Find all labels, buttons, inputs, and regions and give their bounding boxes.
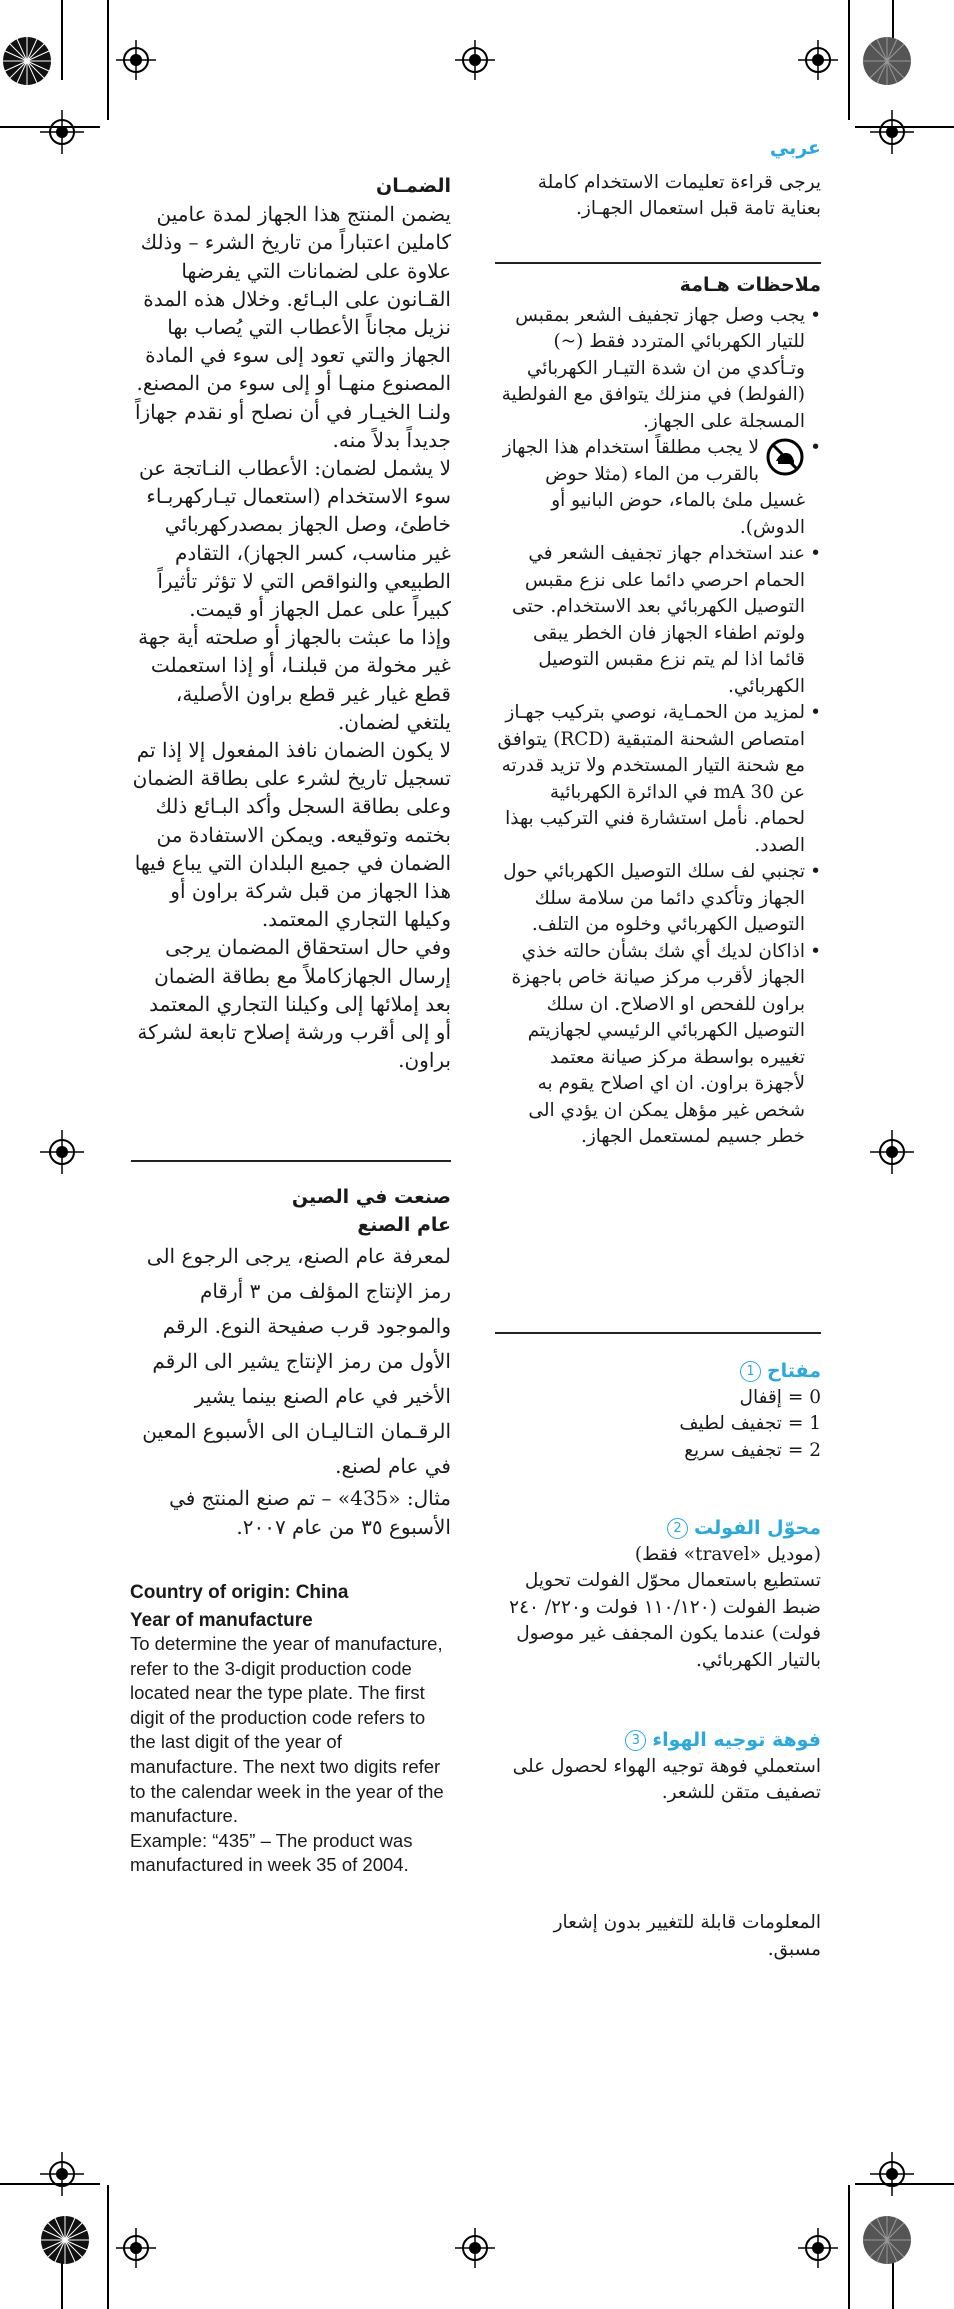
year-text-en: To determine the year of manufacture, refer to the 3-digit production code located near the type plate. The first digit of the production code refers to the last digit of the year of manufacture. The next two digits refer to the calendar week in the year of the manufacture.	[130, 1633, 444, 1827]
nozzle-text: استعملي فوهة توجيه الهواء لحصول على تصفيف متقن للشعر.	[512, 1755, 821, 1803]
divider	[495, 262, 821, 264]
year-example-ar: مثال: «435» – تم صنع المنتج في الأسبوع ٣٥ من عام ٢٠٠٧.	[169, 1486, 451, 1539]
origin-heading-ar: صنعت في الصين	[291, 1186, 451, 1208]
registration-target-icon	[798, 2228, 838, 2268]
year-heading-en: Year of manufacture	[130, 1610, 313, 1631]
nozzle-section	[495, 1727, 821, 1807]
registration-target-icon	[40, 110, 84, 154]
voltage-section	[495, 1515, 821, 1674]
voltage-heading	[495, 1515, 821, 1542]
warranty-section	[131, 172, 451, 1075]
warranty-paragraph: وإذا ما عبثت بالجهاز أو صلحته أية جهة غير مخولة من قبلنـا، أو إذا استعملت قطع غيار غير قطع براون الأصلية، يلتغي لضمان.	[138, 625, 451, 734]
registration-target-icon	[870, 2152, 914, 2196]
circled-number: 2	[667, 1518, 688, 1539]
nozzle-heading-text: فوهة توجيه الهواء	[652, 1729, 821, 1751]
switch-item: 2 = تجفيف سريع	[684, 1439, 821, 1461]
important-notes-section	[495, 272, 821, 1151]
registration-target-icon	[455, 40, 495, 80]
list-item	[495, 435, 821, 541]
registration-target-icon	[455, 2228, 495, 2268]
switch-item: 0 = إقفال	[739, 1386, 821, 1408]
starburst-target-icon	[862, 2215, 912, 2265]
registration-target-icon	[870, 110, 914, 154]
divider	[495, 1332, 821, 1334]
list-item: • اذاكان لديك أي شك بشأن حالته خذي الجهاز لأقرب مركز صيانة خاص باجهزة براون للفحص او الاصلاح. ان سلك التوصيل الكهربائي الرئيسي لجهازيتم تغييره بواسطة مركز صيانة معتمد لأجهزة براون. ان اي اصلاح يقوم به شخص غير مؤهل يمكن ان يؤدي الى خطر جسيم لمستعمل الجهاز.	[495, 939, 821, 1151]
voltage-text: تستطيع باستعمال محوّل الفولت تحويل ضبط الفولت (١١٠/١٢٠ فولت و٢٢٠/ ٢٤٠ فولت) عندما يكون المجفف غير موصول بالتيار الكهربائي.	[509, 1570, 821, 1671]
starburst-target-icon	[862, 36, 912, 86]
year-heading-ar: عام الصنع	[357, 1214, 451, 1237]
registration-target-icon	[116, 40, 156, 80]
list-item: • تجنبي لف سلك التوصيل الكهربائي حول الجهاز وتأكدي دائما من سلامة سلك التوصيل الكهربائي وخلوه من التلف.	[495, 859, 821, 939]
circled-number: 3	[625, 1730, 646, 1751]
registration-target-icon	[870, 1130, 914, 1174]
no-water-warning-icon	[765, 437, 805, 477]
list-item: • لمزيد من الحمـاية، نوصي بتركيب جهـاز امتصاص الشحنة المتبقية (RCD) يتوافق مع شحنة التيار المستخدم ولا تزيد قدرته عن 30 mA في الدائرة الكهربائية لحمام. نأمل استشارة فني التركيب بهذا الصدد.	[495, 700, 821, 859]
origin-english-section	[130, 1582, 450, 1878]
registration-target-icon	[40, 2152, 84, 2196]
registration-target-icon	[116, 2228, 156, 2268]
switch-heading-text: مفتاح	[766, 1360, 821, 1382]
notes-heading: ملاحظات هـامة	[679, 274, 821, 296]
warranty-paragraph: يضمن المنتج هذا الجهاز لمدة عامين كاملين اعتباراً من تاريخ الشرء – وذلك علاوة على لضمانات التي يفرضها القـانون على البـائع. وخلال هذه المدة نزيل مجاناً الأعطاب التي يُصاب بها الجهاز والتي تعود إلى سوء في المادة المصنوع منهـا أو إلى سوء من المصنع. ولنـا الخيـار في أن نصلح أو نقدم جهازاً جديداً بدلاً منه.	[134, 202, 451, 452]
year-example-en: Example: “435” – The product was manufactured in week 35 of 2004.	[130, 1829, 413, 1876]
warranty-paragraph: لا يكون الضمان نافذ المفعول إلا إذا تم تسجيل تاريخ لشرء على بطاقة الضمان وعلى بطاقة السجل وأكد البـائع ذلك بختمه وتوقيعه. ويمكن الاستفادة من الضمان في جميع البلدان التي يباع فيها هذا الجهاز من قبل شركة براون أو وكيلها التجاري المعتمد.	[132, 738, 451, 932]
starburst-target-icon	[40, 2215, 90, 2265]
warranty-heading: الضمـان	[376, 175, 451, 197]
switch-item: 1 = تجفيف لطيف	[679, 1413, 821, 1434]
voltage-model: (موديل «travel» فقط)	[634, 1543, 821, 1565]
registration-target-icon	[798, 40, 838, 80]
divider	[131, 1160, 451, 1162]
arabic-instructions-column	[495, 135, 821, 223]
warranty-paragraph: لا يشمل لضمان: الأعطاب النـاتجة عن سوء الاستخدام (استعمال تيـاركهربـاء خاطئ، وصل الجهاز بمصدركهربائي غير مناسب، كسر الجهاز)، التقادم الطبيعي والنواقص التي لا تؤثر تأثيراً كبيراً على عمل الجهاز أو قيمت.	[138, 456, 451, 622]
list-item: • يجب وصل جهاز تجفيف الشعر بمقبس للتيار الكهربائي المتردد فقط (~) وتـأكدي من ان شدة التيـار الكهربائي (الفولط) في منزلك يتوافق مع الفولطية المسجلة على الجهاز.	[495, 303, 821, 436]
registration-target-icon	[40, 1130, 84, 1174]
switch-section	[495, 1358, 821, 1464]
intro-text: يرجى قراءة تعليمات الاستخدام كاملة بعناية تامة قبل استعمال الجهـاز.	[537, 171, 821, 219]
starburst-target-icon	[2, 36, 52, 86]
circled-number: 1	[740, 1361, 761, 1382]
voltage-heading-text: محوّل الفولت	[694, 1517, 821, 1539]
nozzle-heading	[495, 1727, 821, 1754]
note-text: لا يجب مطلقاً استخدام هذا الجهاز بالقرب من الماء (مثلا حوض غسيل ملئ بالماء، حوض البانيو أو الدوش).	[502, 437, 805, 538]
footer-note: المعلومات قابلة للتغيير بدون إشعار مسبق.	[553, 1912, 821, 1960]
origin-arabic-section	[131, 1183, 451, 1541]
language-title: عربي	[769, 137, 821, 159]
switch-heading	[495, 1358, 821, 1385]
list-item: • عند استخدام جهاز تجفيف الشعر في الحمام احرصي دائما على نزع مقبس التوصيل الكهربائي بعد الاستخدام. حتى ولوتم اطفاء الجهاز فان الخطر يبقى قائما اذا لم يتم نزع مقبس التوصيل الكهربائي.	[495, 541, 821, 700]
year-text-ar: لمعرفة عام الصنع، يرجى الرجوع الى رمز الإنتاج المؤلف من ٣ أرقام والموجود قرب صفيحة النوع. الرقم الأول من رمز الإنتاج يشير الى الرقم الأخير في عام الصنع بينما يشير الرقـمان التـاليـان الى الأسبوع المعين في عام لصنع.	[142, 1244, 451, 1479]
origin-heading-en: Country of origin: China	[130, 1582, 349, 1603]
warranty-paragraph: وفي حال استحقاق المضمان يرجى إرسال الجهازكاملاً مع بطاقة الضمان بعد إملائها إلى وكيلنا التجاري المعتمد أو إلى أقرب ورشة إصلاح تابعة لشركة براون.	[137, 935, 451, 1073]
notes-list	[495, 303, 821, 1151]
